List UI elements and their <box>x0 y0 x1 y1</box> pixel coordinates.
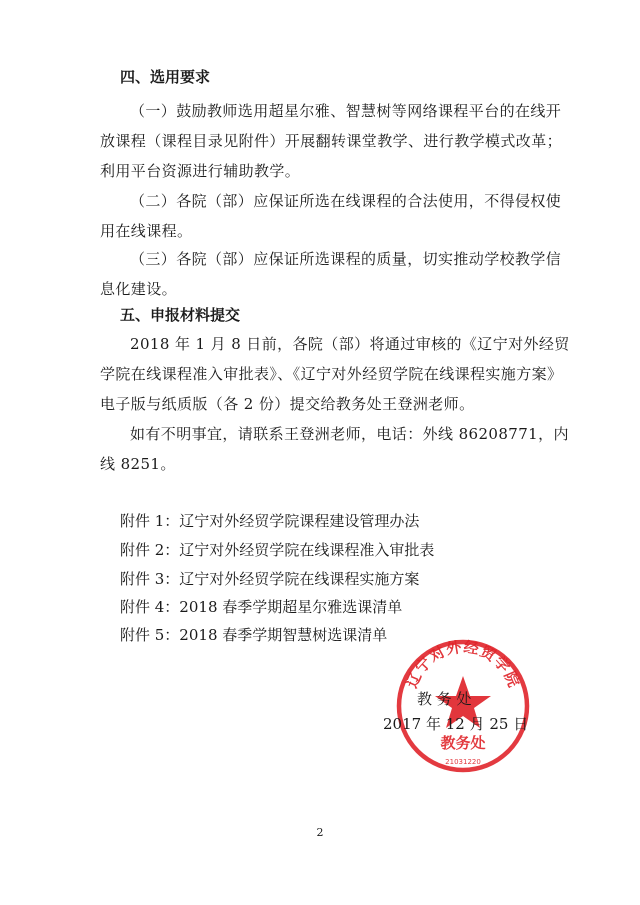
section-4-p2-line1: （二）各院（部）应保证所选在线课程的合法使用，不得侵权使 <box>130 192 562 210</box>
section-4-p1-line2: 放课程（课程目录见附件）开展翻转课堂教学、进行教学模式改革； <box>100 132 563 150</box>
signature-office: 教 务 处 <box>417 690 472 708</box>
section-5-p1-line1: 2018 年 1 月 8 日前，各院（部）将通过审核的《辽宁对外经贸 <box>130 335 570 353</box>
section-4-p3-line2: 息化建设。 <box>100 280 178 298</box>
section-5-p1-line3: 电子版与纸质版（各 2 份）提交给教务处王登洲老师。 <box>100 395 475 413</box>
section-4-p1-line1: （一）鼓励教师选用超星尔雅、智慧树等网络课程平台的在线开 <box>130 102 562 120</box>
attachment-5: 附件 5：2018 春季学期智慧树选课清单 <box>120 626 388 644</box>
section-5-heading: 五、申报材料提交 <box>120 306 241 324</box>
section-4-p3-line1: （三）各院（部）应保证所选课程的质量，切实推动学校教学信 <box>130 250 562 268</box>
section-5-p1-line2: 学院在线课程准入审批表》、《辽宁对外经贸学院在线课程实施方案》 <box>100 365 563 383</box>
attachment-3: 附件 3：辽宁对外经贸学院在线课程实施方案 <box>120 570 420 588</box>
seal-arc-text: 辽宁对外经贸学院 <box>402 637 524 691</box>
signature-date: 2017 年 12 月 25 日 <box>383 715 529 733</box>
attachment-4: 附件 4：2018 春季学期超星尔雅选课清单 <box>120 598 403 616</box>
section-4-p2-line2: 用在线课程。 <box>100 222 193 240</box>
section-4-heading: 四、选用要求 <box>120 68 211 86</box>
seal-bottom-text: 教务处 <box>440 734 486 752</box>
page-number: 2 <box>316 826 324 839</box>
seal-code: 21031220 <box>445 758 481 766</box>
attachment-1: 附件 1：辽宁对外经贸学院课程建设管理办法 <box>120 512 420 530</box>
section-5-p2-line1: 如有不明事宜，请联系王登洲老师，电话：外线 86208771，内 <box>130 425 569 443</box>
attachment-2: 附件 2：辽宁对外经贸学院在线课程准入审批表 <box>120 541 435 559</box>
section-5-p2-line2: 线 8251。 <box>100 455 176 473</box>
section-4-p1-line3: 利用平台资源进行辅助教学。 <box>100 162 301 180</box>
